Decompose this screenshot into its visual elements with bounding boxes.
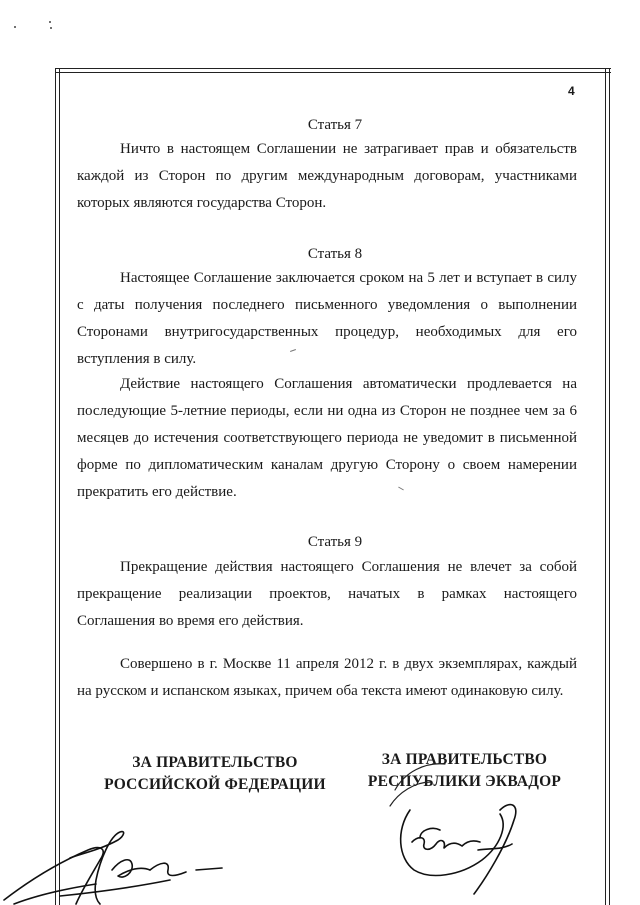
page-number: 4 [568, 84, 575, 98]
signatory-ecuador-line-2: РЕСПУБЛИКИ ЭКВАДОР [367, 773, 562, 790]
frame-left-border [55, 68, 60, 905]
article-9-heading: Статья 9 [307, 534, 363, 550]
signature-ecuador [390, 790, 550, 895]
article-8-paragraph-2: Действие настоящего Соглашения автоматически продлевается на последующие 5-летние периоды, если ни одна из Сторон не позднее чем за 6 месяцев до истечения соответствующего периода не уведомит в письменной форме по дипломатическим каналам другую Сторону о своем намерении прекратить его действие. [77, 376, 577, 500]
signature-russia [0, 800, 270, 905]
signatory-russia [100, 752, 330, 796]
article-8-paragraph-1: Настоящее Соглашение заключается сроком на 5 лет и вступает в силу с даты получения последнего письменного уведомления о выполнении Сторонами внутригосударственных процедур, необходимых для его вступления в силу. [77, 270, 577, 367]
article-7-heading: Статья 7 [307, 117, 363, 133]
article-8-heading: Статья 8 [307, 246, 363, 262]
article-9-paragraph-1: Прекращение действия настоящего Соглашения не влечет за собой прекращение реализации проектов, начатых в рамках настоящего Соглашения во время его действия. [77, 559, 577, 629]
signatory-russia-line-1: ЗА ПРАВИТЕЛЬСТВО [132, 754, 298, 771]
closing-statement: Совершено в г. Москве 11 апреля 2012 г. в двух экземплярах, каждый на русском и испанском языках, причем оба текста имеют одинаковую силу. [77, 656, 577, 699]
signatory-ecuador-line-1: ЗА ПРАВИТЕЛЬСТВО [381, 751, 548, 768]
article-7-paragraph-1: Ничто в настоящем Соглашении не затрагивает прав и обязательств каждой из Сторон по другим международным договорам, участниками которых являются государства Сторон. [77, 141, 577, 211]
frame-top-border [55, 68, 611, 73]
signatory-russia-line-2: РОССИЙСКОЙ ФЕДЕРАЦИИ [104, 776, 326, 793]
frame-right-border [605, 68, 610, 905]
